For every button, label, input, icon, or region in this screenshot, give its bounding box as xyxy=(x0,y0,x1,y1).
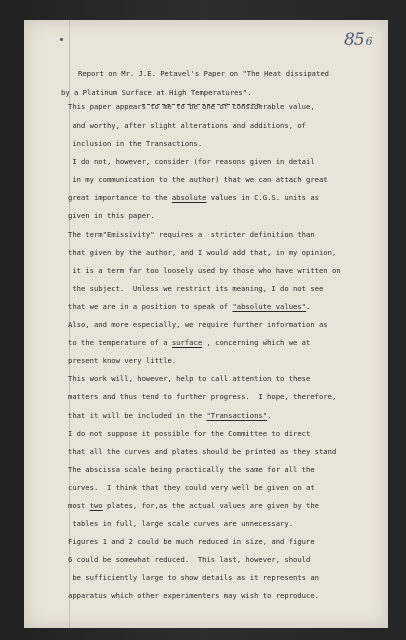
body-line: 6 could be somewhat reduced. This last, however, should xyxy=(68,555,311,564)
body-line: it is a term far too loosely used by those who have written on xyxy=(68,266,341,275)
underlined-absolute: absolute xyxy=(171,193,207,202)
body-line: the subject. Unless we restrict its meaning, I do not see xyxy=(68,284,324,293)
body-line: I do not, however, consider (for reasons given in detail xyxy=(68,157,315,166)
ink-dot xyxy=(60,38,63,41)
body-line: in my communication to the author) that we can attach great xyxy=(68,175,328,184)
body-line: be sufficiently large to show details as it represents an xyxy=(68,573,319,582)
folio-number: 85 6 xyxy=(344,30,372,50)
body-line: inclusion in the Transactions. xyxy=(68,139,203,148)
body-line: that we are in a position to speak of "absolute values". xyxy=(68,302,311,311)
body-line: Also, and more especially, we require further information as xyxy=(68,320,328,329)
body-line: I do not suppose it possible for the Committee to direct xyxy=(68,429,311,438)
body-line: curves. I think that they could very well be given on at xyxy=(68,483,315,492)
report-title-line-1: Report on Mr. J.E. Petavel's Paper on "The Heat dissipated xyxy=(78,69,329,78)
body-line: that given by the author, and I would add that, in my opinion, xyxy=(68,248,337,257)
typewritten-page xyxy=(24,20,388,628)
body-line: This paper appears to me to be one of considerable value, xyxy=(68,102,315,111)
body-line: The term"Emissivity" requires a stricter definition than xyxy=(68,230,315,239)
body-line: most two plates, for,as the actual values are given by the xyxy=(68,501,319,510)
body-line: matters and thus tend to further progress. I hope, therefore, xyxy=(68,392,337,401)
body-line: This work will, however, help to call attention to these xyxy=(68,374,311,383)
body-line: tables in full, large scale curves are unnecessary. xyxy=(68,519,294,528)
report-title-line-2: by a Platinum Surface at High Temperatures". xyxy=(61,88,252,97)
underlined-two: two xyxy=(89,501,103,510)
body-line: Figures 1 and 2 could be much reduced in size, and figure xyxy=(68,537,315,546)
body-line: The abscissa scale being practically the same for all the xyxy=(68,465,315,474)
body-line: present know very little. xyxy=(68,356,177,365)
body-line: and worthy, after slight alterations and additions, of xyxy=(68,121,306,130)
underlined-absolute-values: "absolute values" xyxy=(232,302,307,311)
body-line: given in this paper. xyxy=(68,211,155,220)
underlined-transactions: "Transactions" xyxy=(206,411,268,420)
underlined-surface: surface xyxy=(171,338,203,347)
body-line: to the temperature of a surface , concerning which we at xyxy=(68,338,311,347)
body-line: apparatus which other experimenters may wish to reproduce. xyxy=(68,591,319,600)
body-line: that all the curves and plates should be printed as they stand xyxy=(68,447,337,456)
body-line: great importance to the absolute values in C.G.S. units as xyxy=(68,193,319,202)
body-line: that it will be included in the "Transactions". xyxy=(68,411,272,420)
